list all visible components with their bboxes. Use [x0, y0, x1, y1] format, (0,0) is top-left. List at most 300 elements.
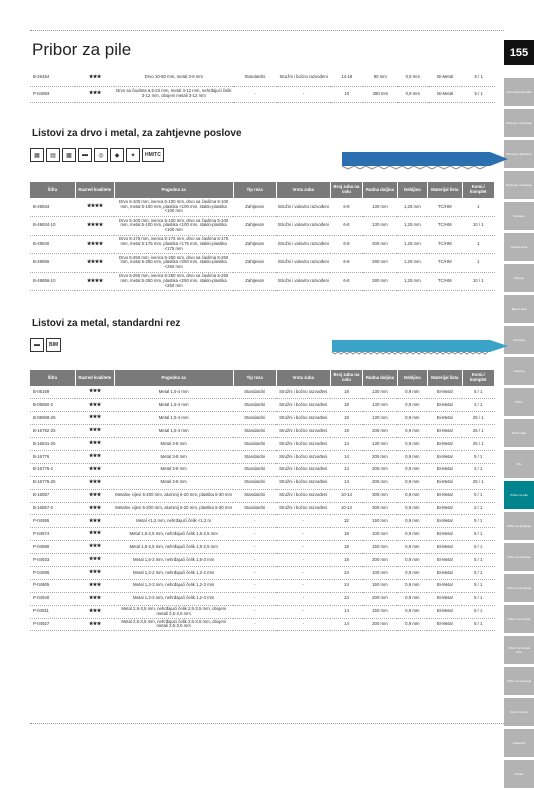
- table-cell: 0,9 mm: [397, 515, 427, 528]
- table-cell: ★★★: [75, 438, 114, 451]
- column-header: Radna duljina: [363, 182, 398, 198]
- table-cell: 5 / 1: [462, 489, 494, 502]
- table-cell: 150 mm: [363, 541, 398, 554]
- table-cell: ★★★: [75, 579, 114, 592]
- table-cell: -: [276, 618, 330, 631]
- table-row: [30, 579, 495, 592]
- side-tab[interactable]: Pribor za rezanje: [504, 605, 534, 633]
- table-cell: 14: [330, 438, 362, 451]
- table-cell: 5 / 1: [462, 528, 494, 541]
- table-cell: Drvo 5-250 mm, iverica 5-250 mm, drvo sa čavlima 5-250 mm, metal 5-250 mm, plastika <250 mm, staklo-plastika <250 mm: [114, 272, 233, 291]
- table-cell: 5 / 1: [462, 566, 494, 579]
- table-cell: 0,9 mm: [398, 86, 428, 102]
- column-header: Pogodno za: [114, 182, 233, 198]
- table-cell: B-49840: [30, 235, 75, 254]
- table-row: [30, 198, 495, 217]
- table-cell: Standardni: [233, 70, 276, 86]
- table-cell: Drvo 10-50 mm, metal 3-8 mm: [114, 70, 233, 86]
- table-cell: P-04880: [30, 541, 75, 554]
- table-cell: Bi-Metal: [428, 86, 463, 102]
- side-tab[interactable]: Glodanje: [504, 326, 534, 354]
- table-cell: -: [276, 592, 330, 605]
- table-cell: 5 / 1: [462, 515, 494, 528]
- table-cell: Stružni i valovito razvođeni: [276, 254, 330, 273]
- table-cell: B-16782-25: [30, 425, 75, 438]
- table-cell: Bi-Metal: [427, 412, 462, 425]
- table-cell: 14: [330, 463, 362, 476]
- table-cell: P-04905: [30, 579, 75, 592]
- table-cell: 5 / 1: [462, 554, 494, 567]
- table-cell: Zahtjevan: [233, 254, 276, 273]
- table-cell: Stružni i bočno razvođeni: [276, 463, 330, 476]
- table-cell: Zahtjevan: [233, 217, 276, 236]
- table-cell: Bi-Metal: [427, 450, 462, 463]
- table-cell: 150 mm: [363, 579, 398, 592]
- table-cell: 0,9 mm: [397, 438, 427, 451]
- table-cell: ★★★★: [75, 272, 114, 291]
- table-cell: 305 mm: [363, 502, 398, 515]
- bottom-divider: [30, 723, 504, 724]
- table-cell: ★★★: [75, 502, 114, 515]
- table-cell: 10 / 1: [462, 272, 494, 291]
- side-tab[interactable]: Brušenje i poliranje: [504, 171, 534, 199]
- table-row: [30, 541, 495, 554]
- table-cell: 130 mm: [363, 217, 398, 236]
- side-tab[interactable]: Pribor za obradu drva: [504, 636, 534, 664]
- table-cell: 1,25 mm: [397, 272, 427, 291]
- table-cell: Bi-Metal: [427, 579, 462, 592]
- table-cell: Stružni i bočno razvođeni: [276, 425, 330, 438]
- table-cell: 6-8: [330, 272, 362, 291]
- table-cell: ★★★: [75, 86, 114, 102]
- table-cell: 205 mm: [363, 476, 398, 489]
- table-row: [30, 438, 495, 451]
- side-tab[interactable]: Akumulatorski alati: [504, 78, 534, 106]
- table-cell: Bi-Metal: [427, 554, 462, 567]
- table-cell: Metal 1,2-2 mm, nehrđajući čelik 1,2-2 mm: [114, 566, 233, 579]
- table-cell: 205 mm: [363, 450, 398, 463]
- table-cell: 18: [330, 386, 362, 399]
- table-cell: 200 mm: [363, 618, 398, 631]
- side-tab[interactable]: Ostalo: [504, 760, 534, 788]
- table-cell: Standardni: [233, 386, 276, 399]
- table-cell: Stružni i bočno razvođeni: [276, 476, 330, 489]
- table-cell: 14: [330, 618, 362, 631]
- column-header: Debljina: [397, 370, 427, 386]
- table-cell: Standardni: [233, 476, 276, 489]
- bim-label: BIM: [46, 338, 61, 352]
- table-cell: Stružni i bočno razvođeni: [276, 386, 330, 399]
- table-cell: 24: [330, 566, 362, 579]
- table-row: [30, 489, 495, 502]
- table-cell: 10 / 1: [462, 217, 494, 236]
- side-tab[interactable]: Mjerni alati: [504, 295, 534, 323]
- table-cell: 0,9 mm: [397, 412, 427, 425]
- metal-icon: ▬: [30, 338, 44, 352]
- table-row: [30, 515, 495, 528]
- table-cell: Bi-Metal: [427, 515, 462, 528]
- table-cell: ★★★: [75, 386, 114, 399]
- table-cell: 130 mm: [363, 386, 398, 399]
- table-cell: B-16776-2: [30, 463, 75, 476]
- table-cell: 6-8: [330, 254, 362, 273]
- table-cell: Bi-Metal: [427, 605, 462, 618]
- table-cell: -: [276, 605, 330, 618]
- table-row: [30, 618, 495, 631]
- table-cell: TC/HM: [427, 235, 462, 254]
- table-cell: Bi-Metal: [427, 463, 462, 476]
- side-tab[interactable]: Radni stolovi: [504, 698, 534, 726]
- table-cell: ★★★: [75, 425, 114, 438]
- table-cell: 130 mm: [363, 412, 398, 425]
- table-cell: 6-8: [330, 217, 362, 236]
- column-header: Razred kvalitete: [75, 182, 114, 198]
- side-tab[interactable]: Usisavači: [504, 729, 534, 757]
- table-cell: -: [276, 579, 330, 592]
- table-cell: Stružni i bočno razvođeni: [276, 438, 330, 451]
- table-row: [30, 476, 495, 489]
- table-cell: 18: [330, 425, 362, 438]
- metal-icon: ▬: [78, 148, 92, 162]
- table-cell: Metalne cijevi 5-200 mm, aluminij 5-20 mm, plastika 5-30 mm: [114, 489, 233, 502]
- table-cell: 205 mm: [363, 425, 398, 438]
- table-row: [30, 425, 495, 438]
- table-cell: Bi-Metal: [427, 592, 462, 605]
- table-cell: TC/HM: [427, 198, 462, 217]
- table-cell: 0,9 mm: [397, 554, 427, 567]
- table-cell: -: [233, 592, 276, 605]
- side-tab[interactable]: Oprema: [504, 357, 534, 385]
- section-sidebar: [504, 78, 534, 791]
- side-tab[interactable]: Pribor za brušenje: [504, 574, 534, 602]
- table-cell: 0,9 mm: [397, 541, 427, 554]
- table-cell: Metal <1,2 mm, nehrđajući čelik <1,2 m: [114, 515, 233, 528]
- table-cell: 100 mm: [363, 528, 398, 541]
- table-cell: ★★★: [75, 554, 114, 567]
- table-cell: 10-14: [330, 489, 362, 502]
- table-row: [30, 528, 495, 541]
- table-cell: 18: [330, 541, 362, 554]
- table-cell: 6-8: [330, 198, 362, 217]
- chipboard-icon: ▩: [62, 148, 76, 162]
- table-cell: 280 mm: [363, 272, 398, 291]
- table-cell: 0,9 mm: [397, 450, 427, 463]
- table-cell: P-04983: [30, 86, 75, 102]
- table-cell: 1: [462, 235, 494, 254]
- table-cell: Bi-Metal: [427, 566, 462, 579]
- table-cell: TC/HM: [427, 254, 462, 273]
- table-cell: P-04896: [30, 566, 75, 579]
- table-cell: -: [233, 618, 276, 631]
- table-cell: Bi-Metal: [427, 489, 462, 502]
- page-number: 155: [504, 40, 534, 65]
- table-row: [30, 554, 495, 567]
- table-cell: B-05969-25: [30, 412, 75, 425]
- table-cell: 1: [462, 254, 494, 273]
- side-tab[interactable]: Bušenje i dlijetanje: [504, 140, 534, 168]
- table-cell: B-49834: [30, 198, 75, 217]
- section1-heading: Listovi za drvo i metal, za zahtjevne poslove: [32, 128, 242, 139]
- table-cell: 0,9 mm: [397, 566, 427, 579]
- table-cell: -: [233, 605, 276, 618]
- table-row: [30, 217, 495, 236]
- table-cell: ★★★: [75, 70, 114, 86]
- table-cell: 5 / 1: [462, 450, 494, 463]
- column-header: Materijal lista: [427, 182, 462, 198]
- table-cell: Metal 2,5-3,5 mm, nehrđajući čelik 2,5-3,5 mm, obojeni metali 2,5-3,5 mm: [114, 618, 233, 631]
- side-tab[interactable]: Ručni alati: [504, 419, 534, 447]
- column-header: Materijal lista: [427, 370, 462, 386]
- table-cell: ★★★: [75, 489, 114, 502]
- table-cell: 0,9 mm: [397, 425, 427, 438]
- table-cell: Bi-Metal: [427, 438, 462, 451]
- table-row: [30, 502, 495, 515]
- table-cell: ★★★: [75, 592, 114, 605]
- table-cell: Bi-Metal: [427, 502, 462, 515]
- side-tab[interactable]: Pribor: [504, 388, 534, 416]
- table-cell: Standardni: [233, 463, 276, 476]
- table-cell: 130 mm: [363, 399, 398, 412]
- table-cell: -: [276, 541, 330, 554]
- column-header: Broj zuba na colu: [330, 370, 362, 386]
- table-cell: ★★★★: [75, 198, 114, 217]
- table-row: [30, 605, 495, 618]
- table-cell: P-04955: [30, 515, 75, 528]
- table-cell: B-16841-25: [30, 438, 75, 451]
- table-cell: B-49856: [30, 254, 75, 273]
- table-cell: B-16776: [30, 450, 75, 463]
- table-cell: 130 mm: [363, 198, 398, 217]
- side-tab[interactable]: Pribor za pile: [504, 481, 534, 509]
- table-cell: P-04933: [30, 554, 75, 567]
- table-cell: -: [276, 554, 330, 567]
- table-cell: B-05850-2: [30, 399, 75, 412]
- table-cell: 18: [330, 399, 362, 412]
- table-cell: 32: [330, 515, 362, 528]
- table-cell: Metal 3-8 mm: [114, 450, 233, 463]
- table-cell: ★★★★: [75, 217, 114, 236]
- table-cell: ★★★: [75, 566, 114, 579]
- side-tab[interactable]: Pribor za glodanje: [504, 512, 534, 540]
- table-cell: 14-18: [331, 70, 363, 86]
- section1-table: [30, 182, 495, 291]
- side-tab[interactable]: Obrada drva: [504, 233, 534, 261]
- table-cell: 25 / 1: [462, 438, 494, 451]
- table-cell: Standardni: [233, 502, 276, 515]
- table-cell: Metal 1,5-2,5 mm, nehrđajući čelik 1,5-2,5 mm: [114, 528, 233, 541]
- table-cell: Bi-Metal: [427, 399, 462, 412]
- table-cell: 14: [330, 605, 362, 618]
- table-cell: 150 mm: [363, 605, 398, 618]
- section2-table: [30, 370, 495, 631]
- table-cell: Metal 1,5-2,5 mm, nehrđajući čelik 1,5-2,5 mm: [114, 541, 233, 554]
- table-cell: Zahtjevan: [233, 235, 276, 254]
- table-cell: 200 mm: [363, 554, 398, 567]
- table-cell: -: [276, 515, 330, 528]
- table-cell: Zahtjevan: [233, 272, 276, 291]
- top-table: [30, 70, 495, 103]
- table-cell: Bi-Metal: [427, 386, 462, 399]
- table-cell: 1,25 mm: [397, 254, 427, 273]
- table-cell: 150 mm: [363, 515, 398, 528]
- table-cell: 18: [330, 412, 362, 425]
- column-header: Vrsta zuba: [276, 370, 330, 386]
- table-cell: 130 mm: [363, 438, 398, 451]
- table-cell: 305 mm: [363, 489, 398, 502]
- section1-icons: [30, 148, 164, 162]
- table-cell: ★★★: [75, 399, 114, 412]
- table-row: [30, 86, 495, 102]
- side-tab[interactable]: Rezanje: [504, 202, 534, 230]
- table-cell: 1,25 mm: [397, 217, 427, 236]
- table-cell: Standardni: [233, 438, 276, 451]
- table-cell: Metal 1,5-3 mm, nehrđajući čelik 1,5-3 mm: [114, 554, 233, 567]
- table-cell: 0,9 mm: [397, 502, 427, 515]
- blade-image-1: [340, 148, 510, 170]
- table-cell: Metal 3-8 mm: [114, 476, 233, 489]
- table-cell: 5 / 1: [462, 86, 495, 102]
- table-cell: 10-14: [330, 502, 362, 515]
- column-header: Šifra: [30, 182, 75, 198]
- table-cell: -: [233, 86, 276, 102]
- table-cell: Zahtjevan: [233, 198, 276, 217]
- table-cell: 24: [330, 592, 362, 605]
- table-cell: 205 mm: [363, 463, 398, 476]
- wood-nails-icon: ▤: [46, 148, 60, 162]
- table-cell: Standardni: [233, 450, 276, 463]
- table-cell: 25 / 1: [462, 476, 494, 489]
- table-cell: -: [233, 541, 276, 554]
- table-cell: Stružni i bočno razvođeni: [277, 70, 331, 86]
- table-row: [30, 386, 495, 399]
- table-row: [30, 450, 495, 463]
- table-cell: 14: [330, 476, 362, 489]
- table-cell: ★★★: [75, 463, 114, 476]
- table-cell: 24: [330, 579, 362, 592]
- table-cell: ★★★: [75, 515, 114, 528]
- column-header: Komi./ komplet: [462, 370, 494, 386]
- table-cell: ★★★★: [75, 235, 114, 254]
- table-cell: 2 / 1: [462, 399, 494, 412]
- table-cell: Drvo 5-100 mm, iverica 5-100 mm, drvo sa čavlima 5-100 mm, metal 5-100 mm, plastika <100 mm, staklo-plastika <100 mm: [114, 198, 233, 217]
- table-cell: ★★★: [75, 541, 114, 554]
- table-cell: TC/HM: [427, 272, 462, 291]
- table-cell: P-04927: [30, 618, 75, 631]
- table-cell: 1,25 mm: [397, 235, 427, 254]
- table-cell: 5 / 1: [462, 618, 494, 631]
- table-row: [30, 412, 495, 425]
- table-cell: B-49856-10: [30, 272, 75, 291]
- table-cell: -: [276, 566, 330, 579]
- table-cell: ★★★: [75, 450, 114, 463]
- table-cell: 14: [330, 450, 362, 463]
- table-cell: Metal 3-8 mm: [114, 463, 233, 476]
- table-row: [30, 235, 495, 254]
- table-cell: ★★★: [75, 605, 114, 618]
- table-cell: Bi-Metal: [427, 425, 462, 438]
- column-header: Razred kvalitete: [75, 370, 114, 386]
- section2-heading: Listovi za metal, standardni rez: [32, 318, 181, 329]
- table-row: [30, 463, 495, 476]
- table-cell: 18: [330, 554, 362, 567]
- table-cell: Drvo 5-100 mm, iverica 5-100 mm, drvo sa čavlima 5-100 mm, metal 5-100 mm, plastika <100 mm, staklo-plastika <100 mm: [114, 217, 233, 236]
- table-cell: Bi-Metal: [428, 70, 463, 86]
- plastic-icon: ◆: [110, 148, 124, 162]
- table-cell: Metal 1,2-3 mm, nehrđajući čelik 1,2-3 mm: [114, 592, 233, 605]
- table-cell: -: [233, 528, 276, 541]
- pipe-icon: ◎: [94, 148, 108, 162]
- side-tab[interactable]: Piljenje: [504, 264, 534, 292]
- column-header: Broj zuba na colu: [330, 182, 362, 198]
- table-cell: Stružni i valovito razvođeni: [276, 217, 330, 236]
- table-cell: 80 mm: [363, 70, 398, 86]
- table-cell: B-49834-10: [30, 217, 75, 236]
- side-tab[interactable]: Pribor za bušenje: [504, 543, 534, 571]
- table-cell: 5 / 1: [462, 386, 494, 399]
- table-cell: Bi-Metal: [427, 541, 462, 554]
- table-cell: Standardni: [233, 425, 276, 438]
- column-header: Komi./ komplet: [462, 182, 494, 198]
- table-cell: Drvo 5-175 mm, iverica 5-175 mm, drvo sa čavlima 5-175 mm, metal 5-175 mm, plastika <175 mm, staklo-plastika <175 mm: [114, 235, 233, 254]
- table-cell: Standardni: [233, 489, 276, 502]
- column-header: Tip reza: [233, 370, 276, 386]
- table-cell: Stružni i bočno razvođeni: [276, 489, 330, 502]
- table-cell: Stružni i valovito razvođeni: [276, 198, 330, 217]
- table-cell: 25 / 1: [462, 425, 494, 438]
- table-cell: B-16857-2: [30, 502, 75, 515]
- table-row: [30, 399, 495, 412]
- table-cell: 280 mm: [363, 254, 398, 273]
- table-cell: 10: [331, 86, 363, 102]
- table-cell: 0,9 mm: [397, 579, 427, 592]
- table-cell: P-04940: [30, 592, 75, 605]
- side-tab[interactable]: Pile: [504, 450, 534, 478]
- table-cell: Bi-Metal: [427, 476, 462, 489]
- table-cell: 0,9 mm: [397, 489, 427, 502]
- table-cell: Stružni i bočno razvođeni: [276, 412, 330, 425]
- table-cell: Stružni i bočno razvođeni: [276, 450, 330, 463]
- table-row: [30, 592, 495, 605]
- table-cell: Bi-Metal: [427, 528, 462, 541]
- table-cell: 280 mm: [363, 86, 398, 102]
- side-tab[interactable]: Pribor za mjerenje: [504, 667, 534, 695]
- table-cell: Metal 1,5-4 mm: [114, 425, 233, 438]
- table-cell: 5 / 1: [462, 605, 494, 618]
- wood-icon: ▦: [30, 148, 44, 162]
- table-cell: -: [233, 515, 276, 528]
- table-cell: 1,25 mm: [397, 198, 427, 217]
- side-tab[interactable]: Bušenje i odvrtanje: [504, 109, 534, 137]
- table-row: [30, 566, 495, 579]
- table-cell: Standardni: [233, 412, 276, 425]
- table-cell: Metal 1,5-4 mm: [114, 412, 233, 425]
- table-cell: Metal 2,5-3,5 mm, nehrđajući čelik 2,5-3,5 mm, obojeni metali 2,5-3,5 mm: [114, 605, 233, 618]
- table-cell: 5 / 1: [462, 579, 494, 592]
- table-cell: -: [276, 528, 330, 541]
- table-cell: Drvo 5-250 mm, iverica 5-250 mm, drvo sa čavlima 5-250 mm, metal 5-250 mm, plastika <250 mm, staklo-plastika <250 mm: [114, 254, 233, 273]
- table-cell: Stružni i bočno razvođeni: [276, 399, 330, 412]
- hm-tc-label: HM/TC: [142, 148, 164, 162]
- table-cell: Metal 1,2-3 mm, nehrđajući čelik 1,2-3 mm: [114, 579, 233, 592]
- column-header: Debljina: [397, 182, 427, 198]
- table-cell: Stružni i valovito razvođeni: [276, 235, 330, 254]
- table-cell: 205 mm: [363, 235, 398, 254]
- blade-image-2: [330, 336, 510, 356]
- table-cell: -: [233, 554, 276, 567]
- page-title: Pribor za pile: [32, 40, 132, 59]
- table-cell: ★★★: [75, 528, 114, 541]
- table-cell: 0,9 mm: [397, 528, 427, 541]
